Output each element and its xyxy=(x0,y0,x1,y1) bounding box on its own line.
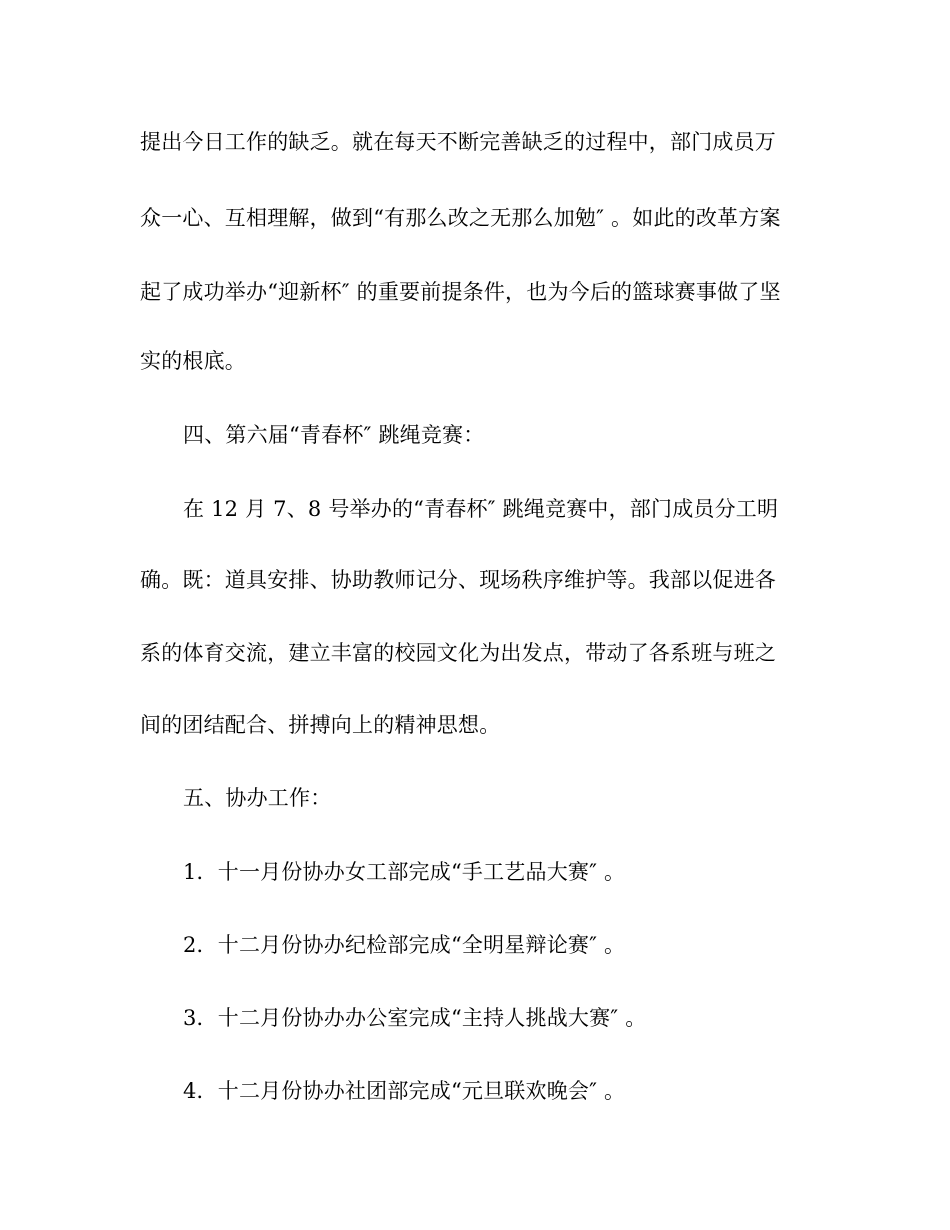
list-item: 2．十二月份协办纪检部完成“全明星辩论赛″ 。 xyxy=(183,933,626,957)
paragraph-1-line-3: 起了成功举办“迎新杯″ 的重要前提条件，也为今后的篮球赛事做了坚 xyxy=(140,280,781,304)
paragraph-2-line-2: 确。既：道具安排、协助教师记分、现场秩序维护等。我部以促进各 xyxy=(140,568,776,592)
list-item: 3．十二月份协办办公室完成“主持人挑战大赛″ 。 xyxy=(183,1006,647,1030)
list-item: 4．十二月份协办社团部完成“元旦联欢晚会″ 。 xyxy=(183,1079,626,1103)
paragraph-2-line-1: 在 12 月 7、8 号举办的“青春杯″ 跳绳竞赛中，部门成员分工明 xyxy=(183,497,779,521)
paragraph-1-line-4: 实的根底。 xyxy=(140,349,246,373)
paragraph-2-line-4: 间的团结配合、拼搏向上的精神思想。 xyxy=(140,713,501,737)
section-heading-5: 五、协办工作： xyxy=(183,786,332,810)
section-heading-4: 四、第六届“青春杯″ 跳绳竞赛： xyxy=(183,423,485,447)
paragraph-2-line-3: 系的体育交流，建立丰富的校园文化为出发点，带动了各系班与班之 xyxy=(140,641,776,665)
paragraph-1-line-2: 众一心、互相理解，做到“有那么改之无那么加勉″ 。如此的改革方案 xyxy=(140,206,781,230)
list-item: 1．十一月份协办女工部完成“手工艺品大赛″ 。 xyxy=(183,860,626,884)
paragraph-1-line-1: 提出今日工作的缺乏。就在每天不断完善缺乏的过程中，部门成员万 xyxy=(140,130,776,154)
